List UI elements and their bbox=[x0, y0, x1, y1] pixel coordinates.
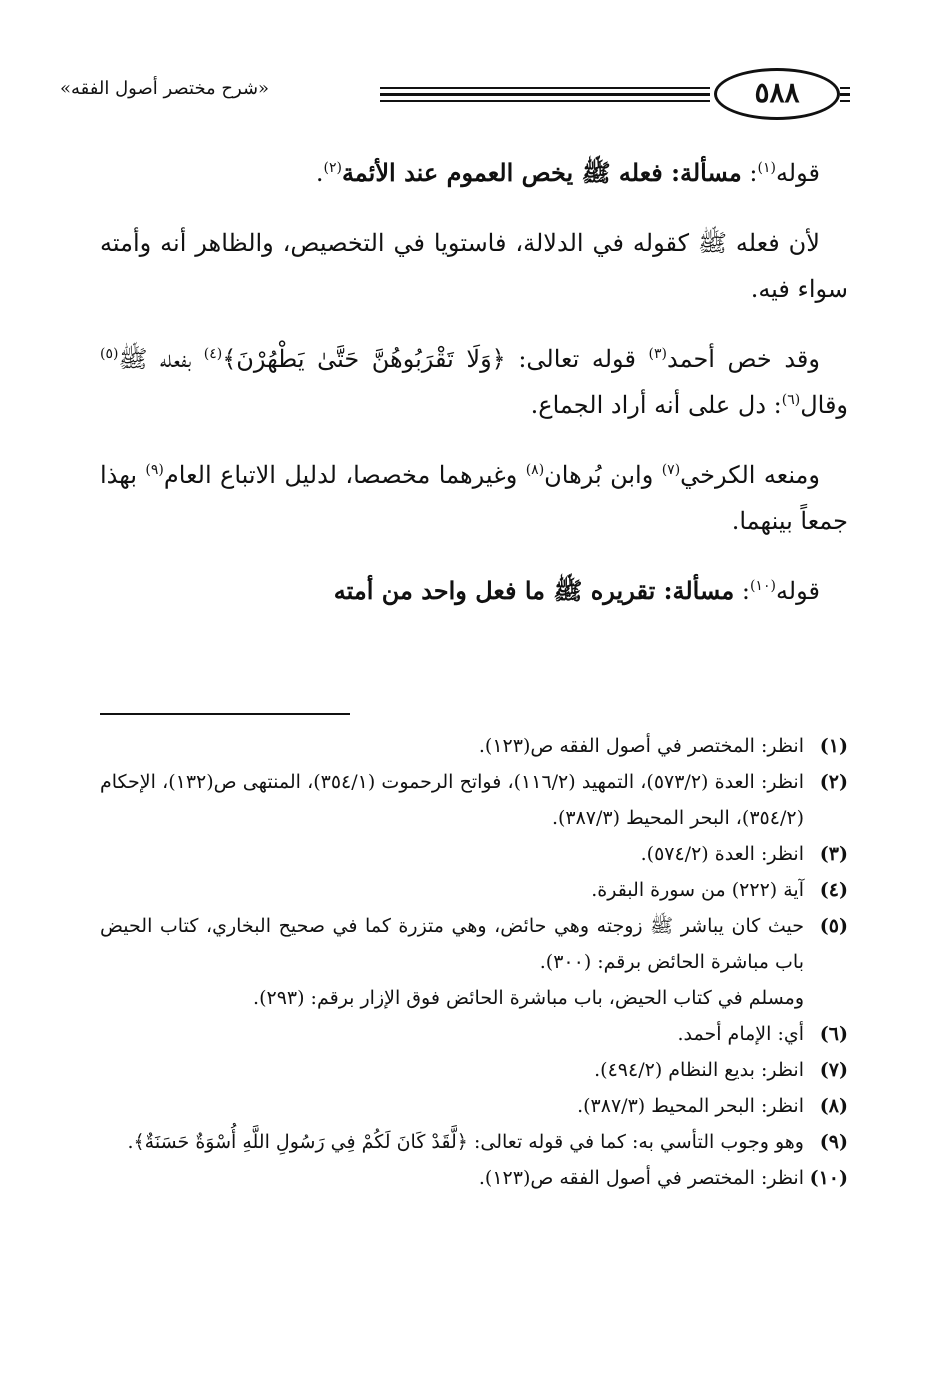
text-span: وقال bbox=[800, 391, 848, 419]
paragraph-1 bbox=[100, 150, 848, 196]
main-text bbox=[100, 150, 848, 638]
text-span: ومنعه الكرخي bbox=[680, 461, 821, 489]
page-number: ٥٨٨ bbox=[714, 68, 840, 120]
footnote-text: انظر: المختصر في أصول الفقه ص(١٢٣). bbox=[478, 1167, 804, 1189]
footnote-ref[interactable]: (١٠) bbox=[749, 578, 776, 594]
footnote-ref[interactable]: (٧) bbox=[661, 462, 681, 478]
header-rule bbox=[840, 93, 850, 96]
paragraph-2: لأن فعله ﷺ كقوله في الدلالة، فاستويا في التخصيص، والظاهر أنه وأمته سواء فيه. bbox=[100, 229, 848, 303]
text-span: قوله bbox=[775, 577, 820, 605]
footnote-number: (١٠) bbox=[809, 1167, 848, 1189]
footnote-number: (٥) bbox=[819, 915, 848, 937]
footnote-text: انظر: البحر المحيط (٣٨٧/٣). bbox=[577, 1095, 804, 1117]
footnote-ref[interactable]: (٦) bbox=[781, 392, 801, 408]
quran-quote: قوله تعالى: ﴿وَلَا تَقْرَبُوهُنَّ حَتَّىٰ يَطْهُرْنَ﴾ bbox=[222, 345, 649, 373]
footnote-separator bbox=[100, 713, 350, 715]
footnote-text: وهو وجوب التأسي به: كما في قوله تعالى: ﴿لَّقَدْ كَانَ لَكُمْ فِي رَسُولِ اللَّهِ أُسْوَةٌ حَسَنَةٌ﴾. bbox=[127, 1131, 804, 1153]
text-span: : دل على أنه أراد الجماع. bbox=[530, 391, 782, 419]
text-span: قوله bbox=[775, 159, 820, 187]
paragraph-5 bbox=[100, 568, 848, 614]
footnote bbox=[100, 1160, 848, 1196]
footnote-text: انظر: العدة (٥٧٣/٢)، التمهيد (١١٦/٢)، فواتح الرحموت (٣٥٤/١)، المنتهى ص(١٣٢)، الإحكام (٣٥٤/٢)، البحر المحيط (٣٨٧/٣). bbox=[100, 771, 804, 829]
footnote-ref[interactable]: (٤) bbox=[203, 346, 223, 362]
header-rule bbox=[380, 93, 710, 96]
footnote-text: أي: الإمام أحمد. bbox=[677, 1023, 804, 1045]
issue-heading: مسألة: تقريره ﷺ ما فعل واحد من أمته bbox=[333, 576, 735, 605]
footnote bbox=[100, 836, 848, 872]
header-rule bbox=[380, 100, 710, 102]
paragraph-4 bbox=[100, 452, 848, 544]
footnote-text: انظر: المختصر في أصول الفقه ص(١٢٣). bbox=[478, 735, 804, 757]
footnote bbox=[100, 1124, 848, 1160]
text-span: وابن بُرهان bbox=[544, 461, 662, 489]
footnote-number: (٩) bbox=[819, 1131, 848, 1153]
footnote-ref[interactable]: (٥) bbox=[100, 346, 119, 362]
header-rule bbox=[840, 87, 850, 89]
footnote-ref[interactable]: (٣) bbox=[648, 346, 667, 362]
footnote-text: انظر: بديع النظام (٤٩٤/٢). bbox=[594, 1059, 804, 1081]
page-header bbox=[60, 68, 850, 128]
footnote-text: انظر: العدة (٥٧٤/٢). bbox=[640, 843, 804, 865]
text-span: وغيرهما مخصصا، لدليل الاتباع العام bbox=[163, 461, 526, 489]
footnote bbox=[100, 764, 848, 836]
text-span: بفعله ﷺ bbox=[118, 345, 204, 373]
footnote-number: (١) bbox=[819, 735, 848, 757]
text-span: : bbox=[741, 159, 758, 187]
footnote-number: (٤) bbox=[819, 879, 848, 901]
footnote bbox=[100, 872, 848, 908]
footnote bbox=[100, 1052, 848, 1088]
footnote-text-block bbox=[100, 908, 804, 1016]
footnote-number: (٣) bbox=[819, 843, 848, 865]
footnote-number: (٢) bbox=[819, 771, 848, 793]
text-span: وقد خص أحمد bbox=[666, 345, 820, 373]
paragraph-3 bbox=[100, 336, 848, 428]
footnote-ref[interactable]: (١) bbox=[757, 160, 776, 176]
footnote bbox=[100, 908, 848, 1016]
footnote-number: (٦) bbox=[819, 1023, 848, 1045]
footnotes bbox=[100, 728, 848, 1196]
footnote-number: (٧) bbox=[819, 1059, 848, 1081]
text-span: . bbox=[315, 159, 324, 187]
footnote bbox=[100, 728, 848, 764]
text-span: : bbox=[734, 577, 750, 605]
header-rule bbox=[380, 87, 710, 89]
issue-heading: مسألة: فعله ﷺ يخص العموم عند الأئمة bbox=[341, 158, 742, 187]
footnote-ref[interactable]: (٩) bbox=[145, 462, 164, 478]
footnote-number: (٨) bbox=[819, 1095, 848, 1117]
footnote-text: ومسلم في كتاب الحيض، باب مباشرة الحائض فوق الإزار برقم: (٢٩٣). bbox=[253, 987, 804, 1009]
footnote-text: آية (٢٢٢) من سورة البقرة. bbox=[591, 879, 804, 901]
header-rule bbox=[840, 100, 850, 102]
footnote bbox=[100, 1088, 848, 1124]
text-span: بهذا جمعاً بينهما. bbox=[100, 461, 848, 535]
footnote-ref[interactable]: (٨) bbox=[525, 462, 545, 478]
footnote-text: حيث كان يباشر ﷺ زوجته وهي حائض، وهي متزرة كما في صحيح البخاري، كتاب الحيض باب مباشرة الحائض برقم: (٣٠٠). bbox=[100, 915, 804, 973]
footnote bbox=[100, 1016, 848, 1052]
footnote-ref[interactable]: (٢) bbox=[323, 160, 342, 176]
book-title: «شرح مختصر أصول الفقه» bbox=[60, 78, 270, 99]
